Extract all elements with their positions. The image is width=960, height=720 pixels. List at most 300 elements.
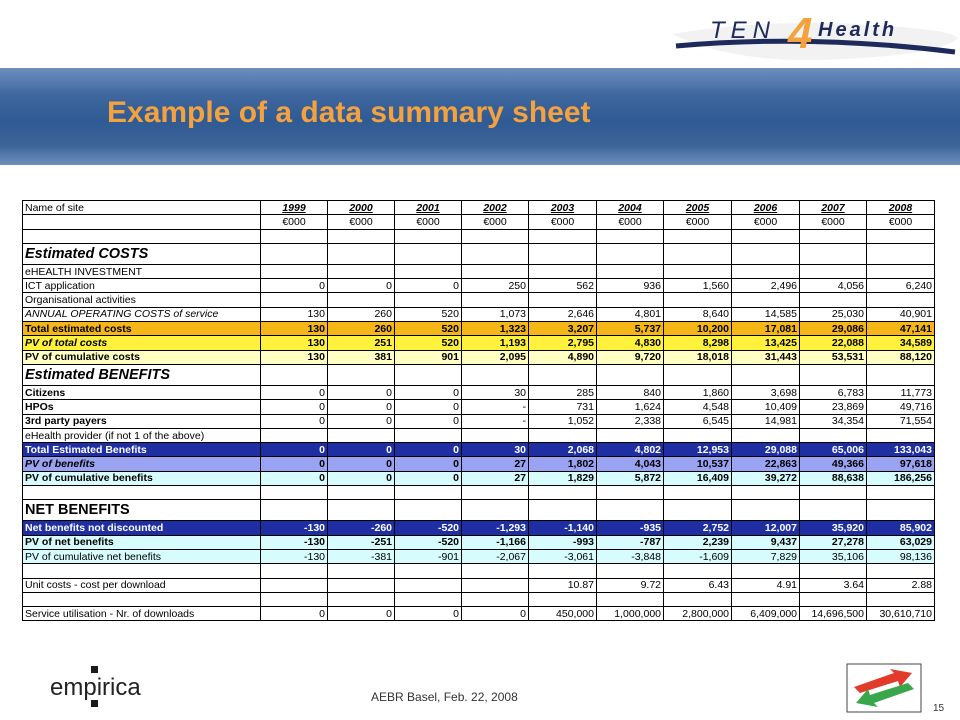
unit-cell: €000 <box>800 215 867 229</box>
value-cell: -520 <box>395 535 462 549</box>
year-2000: 2000 <box>328 201 395 215</box>
value-cell: 285 <box>529 385 597 399</box>
value-cell <box>462 243 529 264</box>
value-cell <box>462 592 529 606</box>
value-cell: 3.64 <box>800 578 867 592</box>
service-utilisation-row <box>23 607 935 621</box>
value-cell <box>867 264 935 278</box>
value-cell: 3,207 <box>529 322 597 336</box>
value-cell: 0 <box>395 443 462 457</box>
value-cell <box>867 486 935 500</box>
value-cell <box>328 243 395 264</box>
value-cell <box>328 364 395 385</box>
value-cell: 1,829 <box>529 471 597 485</box>
row-label: ANNUAL OPERATING COSTS of service <box>23 307 261 321</box>
value-cell: 0 <box>328 443 395 457</box>
row-label: HPOs <box>23 400 261 414</box>
value-cell <box>529 264 597 278</box>
value-cell: 4,548 <box>664 400 732 414</box>
unit-costs-row <box>23 578 935 592</box>
value-cell: 71,554 <box>867 414 935 428</box>
value-cell: 85,902 <box>867 521 935 535</box>
value-cell: 0 <box>395 385 462 399</box>
value-cell: -1,166 <box>462 535 529 549</box>
value-cell <box>664 364 732 385</box>
value-cell: 130 <box>261 307 328 321</box>
value-cell: 1,802 <box>529 457 597 471</box>
unit-cell: €000 <box>529 215 597 229</box>
value-cell <box>462 564 529 578</box>
empirica-logo <box>50 662 160 712</box>
spacer-row <box>23 229 935 243</box>
pv-cumulative-costs-row <box>23 350 935 364</box>
value-cell: - <box>462 400 529 414</box>
value-cell: 22,088 <box>800 336 867 350</box>
value-cell: 133,043 <box>867 443 935 457</box>
year-2005: 2005 <box>664 201 732 215</box>
value-cell: 0 <box>328 414 395 428</box>
value-cell: 0 <box>328 385 395 399</box>
value-cell <box>664 486 732 500</box>
value-cell <box>800 428 867 442</box>
value-cell: 0 <box>261 385 328 399</box>
value-cell <box>261 243 328 264</box>
value-cell: 13,425 <box>732 336 800 350</box>
value-cell <box>732 264 800 278</box>
unit-cell: €000 <box>395 215 462 229</box>
value-cell <box>732 428 800 442</box>
site-label: Name of site <box>23 201 261 215</box>
value-cell: 1,052 <box>529 414 597 428</box>
row-label: eHEALTH INVESTMENT <box>23 264 261 278</box>
value-cell: 14,981 <box>732 414 800 428</box>
value-cell: 49,366 <box>800 457 867 471</box>
value-cell: 2,646 <box>529 307 597 321</box>
value-cell: -3,061 <box>529 549 597 563</box>
ten4health-arrows-icon <box>846 663 922 713</box>
value-cell: 29,088 <box>732 443 800 457</box>
year-2006: 2006 <box>732 201 800 215</box>
row-label: PV of net benefits <box>23 535 261 549</box>
value-cell <box>732 293 800 307</box>
value-cell: 35,920 <box>800 521 867 535</box>
row-label: PV of total costs <box>23 336 261 350</box>
year-2002: 2002 <box>462 201 529 215</box>
value-cell <box>664 428 732 442</box>
value-cell: 0 <box>328 457 395 471</box>
organisational-activities-row <box>23 293 935 307</box>
value-cell: 0 <box>261 607 328 621</box>
value-cell <box>597 500 664 521</box>
value-cell <box>395 592 462 606</box>
value-cell: 17,081 <box>732 322 800 336</box>
value-cell <box>462 578 529 592</box>
row-label: Estimated BENEFITS <box>23 364 261 385</box>
value-cell: 381 <box>328 350 395 364</box>
value-cell: 450,000 <box>529 607 597 621</box>
value-cell <box>800 264 867 278</box>
value-cell <box>395 428 462 442</box>
value-cell <box>732 243 800 264</box>
year-2007: 2007 <box>800 201 867 215</box>
value-cell <box>597 564 664 578</box>
value-cell <box>529 486 597 500</box>
value-cell: 88,120 <box>867 350 935 364</box>
row-label: Citizens <box>23 385 261 399</box>
value-cell: 0 <box>462 607 529 621</box>
value-cell <box>328 578 395 592</box>
value-cell: -901 <box>395 549 462 563</box>
value-cell <box>261 364 328 385</box>
value-cell: 29,086 <box>800 322 867 336</box>
data-summary-table <box>22 200 935 621</box>
value-cell: 1,624 <box>597 400 664 414</box>
value-cell: -1,609 <box>664 549 732 563</box>
estimated-benefits-header <box>23 364 935 385</box>
hpos-row <box>23 400 935 414</box>
value-cell: 8,640 <box>664 307 732 321</box>
value-cell: 10,409 <box>732 400 800 414</box>
value-cell: 6,545 <box>664 414 732 428</box>
value-cell: -130 <box>261 549 328 563</box>
value-cell: -993 <box>529 535 597 549</box>
value-cell: 14,585 <box>732 307 800 321</box>
value-cell: 2,068 <box>529 443 597 457</box>
value-cell: 40,901 <box>867 307 935 321</box>
value-cell <box>328 293 395 307</box>
value-cell: 34,589 <box>867 336 935 350</box>
value-cell <box>328 428 395 442</box>
value-cell <box>597 264 664 278</box>
value-cell: 2,239 <box>664 535 732 549</box>
value-cell: 30,610,710 <box>867 607 935 621</box>
value-cell: 0 <box>395 400 462 414</box>
row-label: PV of cumulative net benefits <box>23 549 261 563</box>
value-cell <box>529 592 597 606</box>
row-label: Unit costs - cost per download <box>23 578 261 592</box>
value-cell: 520 <box>395 307 462 321</box>
value-cell: 30 <box>462 385 529 399</box>
value-cell: 3,698 <box>732 385 800 399</box>
row-label: Estimated COSTS <box>23 243 261 264</box>
value-cell: 0 <box>261 443 328 457</box>
year-2001: 2001 <box>395 201 462 215</box>
value-cell: 0 <box>395 607 462 621</box>
pv-benefits-row <box>23 457 935 471</box>
unit-cell: €000 <box>664 215 732 229</box>
year-2003: 2003 <box>529 201 597 215</box>
value-cell: 49,716 <box>867 400 935 414</box>
pv-total-costs-row <box>23 336 935 350</box>
value-cell: 1,000,000 <box>597 607 664 621</box>
value-cell: 9,437 <box>732 535 800 549</box>
unit-cell: €000 <box>867 215 935 229</box>
total-estimated-benefits-row <box>23 443 935 457</box>
value-cell <box>395 243 462 264</box>
value-cell: -2,067 <box>462 549 529 563</box>
unit-cell: €000 <box>261 215 328 229</box>
value-cell: 88,638 <box>800 471 867 485</box>
value-cell <box>867 564 935 578</box>
pv-cumulative-benefits-row <box>23 471 935 485</box>
value-cell <box>261 564 328 578</box>
value-cell: 4,830 <box>597 336 664 350</box>
year-2004: 2004 <box>597 201 664 215</box>
value-cell <box>328 592 395 606</box>
total-estimated-costs-row <box>23 322 935 336</box>
value-cell: 1,860 <box>664 385 732 399</box>
value-cell: 4,802 <box>597 443 664 457</box>
value-cell: 0 <box>395 471 462 485</box>
value-cell: -251 <box>328 535 395 549</box>
pv-cumulative-net-benefits-row <box>23 549 935 563</box>
spacer-row <box>23 486 935 500</box>
value-cell <box>395 293 462 307</box>
value-cell <box>395 578 462 592</box>
value-cell: 1,323 <box>462 322 529 336</box>
value-cell <box>597 486 664 500</box>
value-cell <box>664 564 732 578</box>
value-cell: 130 <box>261 350 328 364</box>
unit-cell: €000 <box>597 215 664 229</box>
value-cell <box>800 486 867 500</box>
citizens-row <box>23 385 935 399</box>
value-cell: 4,801 <box>597 307 664 321</box>
row-label: PV of cumulative benefits <box>23 471 261 485</box>
value-cell: 0 <box>395 457 462 471</box>
value-cell: 2,752 <box>664 521 732 535</box>
value-cell <box>732 486 800 500</box>
value-cell: 65,006 <box>800 443 867 457</box>
value-cell <box>529 243 597 264</box>
value-cell: -935 <box>597 521 664 535</box>
value-cell: 31,443 <box>732 350 800 364</box>
value-cell: 35,106 <box>800 549 867 563</box>
value-cell: 27,278 <box>800 535 867 549</box>
empirica-logo-text: empirica <box>50 674 141 701</box>
value-cell: 1,560 <box>664 279 732 293</box>
spacer-row <box>23 592 935 606</box>
value-cell: 10,537 <box>664 457 732 471</box>
value-cell <box>261 293 328 307</box>
logo-four-text: 4 <box>788 9 813 58</box>
value-cell <box>395 500 462 521</box>
value-cell: 1,073 <box>462 307 529 321</box>
value-cell: -130 <box>261 521 328 535</box>
value-cell: -520 <box>395 521 462 535</box>
value-cell <box>597 428 664 442</box>
value-cell: 34,354 <box>800 414 867 428</box>
value-cell: 251 <box>328 336 395 350</box>
value-cell <box>261 592 328 606</box>
value-cell: 0 <box>261 414 328 428</box>
value-cell: 12,007 <box>732 521 800 535</box>
value-cell <box>261 500 328 521</box>
value-cell: 10.87 <box>529 578 597 592</box>
value-cell: 25,030 <box>800 307 867 321</box>
value-cell: 2,795 <box>529 336 597 350</box>
value-cell <box>867 364 935 385</box>
value-cell: 520 <box>395 336 462 350</box>
value-cell: 840 <box>597 385 664 399</box>
value-cell: 6,409,000 <box>732 607 800 621</box>
value-cell: 6.43 <box>664 578 732 592</box>
value-cell: 16,409 <box>664 471 732 485</box>
value-cell <box>664 243 732 264</box>
value-cell: 520 <box>395 322 462 336</box>
value-cell <box>597 243 664 264</box>
year-2008: 2008 <box>867 201 935 215</box>
row-label: eHealth provider (if not 1 of the above) <box>23 428 261 442</box>
value-cell <box>261 486 328 500</box>
value-cell: - <box>462 414 529 428</box>
value-cell: 27 <box>462 457 529 471</box>
value-cell: 12,953 <box>664 443 732 457</box>
value-cell: 186,256 <box>867 471 935 485</box>
value-cell: 9.72 <box>597 578 664 592</box>
value-cell: 47,141 <box>867 322 935 336</box>
unit-cell: €000 <box>462 215 529 229</box>
value-cell <box>732 592 800 606</box>
value-cell: 7,829 <box>732 549 800 563</box>
value-cell: 97,618 <box>867 457 935 471</box>
row-label: NET BENEFITS <box>23 500 261 521</box>
value-cell: 0 <box>328 607 395 621</box>
value-cell: 0 <box>328 400 395 414</box>
row-label: PV of cumulative costs <box>23 350 261 364</box>
value-cell: 0 <box>328 279 395 293</box>
value-cell <box>664 500 732 521</box>
value-cell <box>529 428 597 442</box>
unit-row <box>23 215 935 229</box>
annual-operating-costs-row <box>23 307 935 321</box>
value-cell <box>597 293 664 307</box>
row-label <box>23 564 261 578</box>
value-cell <box>800 564 867 578</box>
ehealth-provider-row <box>23 428 935 442</box>
value-cell: 4,043 <box>597 457 664 471</box>
row-label: Organisational activities <box>23 293 261 307</box>
value-cell <box>867 243 935 264</box>
logo-ten-text: TEN <box>710 17 776 44</box>
net-benefits-header <box>23 500 935 521</box>
value-cell <box>800 500 867 521</box>
value-cell: 9,720 <box>597 350 664 364</box>
value-cell: 2,800,000 <box>664 607 732 621</box>
footer-text: AEBR Basel, Feb. 22, 2008 <box>371 690 518 704</box>
value-cell: 11,773 <box>867 385 935 399</box>
value-cell <box>867 592 935 606</box>
value-cell <box>664 293 732 307</box>
unit-cell: €000 <box>328 215 395 229</box>
value-cell: 0 <box>395 279 462 293</box>
value-cell <box>328 564 395 578</box>
unit-cell: €000 <box>732 215 800 229</box>
value-cell: 936 <box>597 279 664 293</box>
logo-health-text: Health <box>818 19 898 41</box>
value-cell: 0 <box>328 471 395 485</box>
pv-net-benefits-row <box>23 535 935 549</box>
value-cell <box>328 486 395 500</box>
estimated-costs-header <box>23 243 935 264</box>
value-cell: 4,056 <box>800 279 867 293</box>
value-cell <box>395 264 462 278</box>
row-label <box>23 592 261 606</box>
row-label: ICT application <box>23 279 261 293</box>
value-cell: 22,863 <box>732 457 800 471</box>
value-cell: 2,338 <box>597 414 664 428</box>
value-cell: 0 <box>261 400 328 414</box>
value-cell: -3,848 <box>597 549 664 563</box>
value-cell: 5,737 <box>597 322 664 336</box>
value-cell <box>597 592 664 606</box>
value-cell <box>462 486 529 500</box>
value-cell: 6,783 <box>800 385 867 399</box>
row-label: 3rd party payers <box>23 414 261 428</box>
value-cell: 53,531 <box>800 350 867 364</box>
value-cell: 6,240 <box>867 279 935 293</box>
value-cell: 39,272 <box>732 471 800 485</box>
value-cell: 4,890 <box>529 350 597 364</box>
value-cell <box>867 500 935 521</box>
value-cell <box>462 500 529 521</box>
value-cell <box>664 264 732 278</box>
value-cell <box>800 592 867 606</box>
value-cell <box>462 293 529 307</box>
value-cell: 98,136 <box>867 549 935 563</box>
value-cell: 8,298 <box>664 336 732 350</box>
net-benefits-not-discounted-row <box>23 521 935 535</box>
value-cell: 10,200 <box>664 322 732 336</box>
value-cell: 4.91 <box>732 578 800 592</box>
value-cell: 1,193 <box>462 336 529 350</box>
value-cell: 562 <box>529 279 597 293</box>
value-cell: -381 <box>328 549 395 563</box>
value-cell <box>597 364 664 385</box>
ehealth-investment-row <box>23 264 935 278</box>
value-cell: 27 <box>462 471 529 485</box>
slide-title: Example of a data summary sheet <box>107 96 591 129</box>
value-cell <box>732 500 800 521</box>
value-cell <box>867 428 935 442</box>
value-cell <box>529 564 597 578</box>
value-cell: 901 <box>395 350 462 364</box>
value-cell: 2,095 <box>462 350 529 364</box>
value-cell: 18,018 <box>664 350 732 364</box>
value-cell <box>261 428 328 442</box>
row-label: Total estimated costs <box>23 322 261 336</box>
value-cell: 130 <box>261 336 328 350</box>
value-cell <box>800 293 867 307</box>
row-label: Net benefits not discounted <box>23 521 261 535</box>
value-cell <box>800 364 867 385</box>
row-label <box>23 486 261 500</box>
value-cell <box>395 364 462 385</box>
value-cell <box>328 500 395 521</box>
value-cell: -787 <box>597 535 664 549</box>
ten4health-logo <box>670 4 960 64</box>
third-party-payers-row <box>23 414 935 428</box>
value-cell <box>529 500 597 521</box>
value-cell: 2.88 <box>867 578 935 592</box>
value-cell: -260 <box>328 521 395 535</box>
year-1999: 1999 <box>261 201 328 215</box>
value-cell: 250 <box>462 279 529 293</box>
value-cell: 0 <box>261 471 328 485</box>
page-number: 15 <box>933 703 945 714</box>
value-cell: 130 <box>261 322 328 336</box>
value-cell: 260 <box>328 322 395 336</box>
